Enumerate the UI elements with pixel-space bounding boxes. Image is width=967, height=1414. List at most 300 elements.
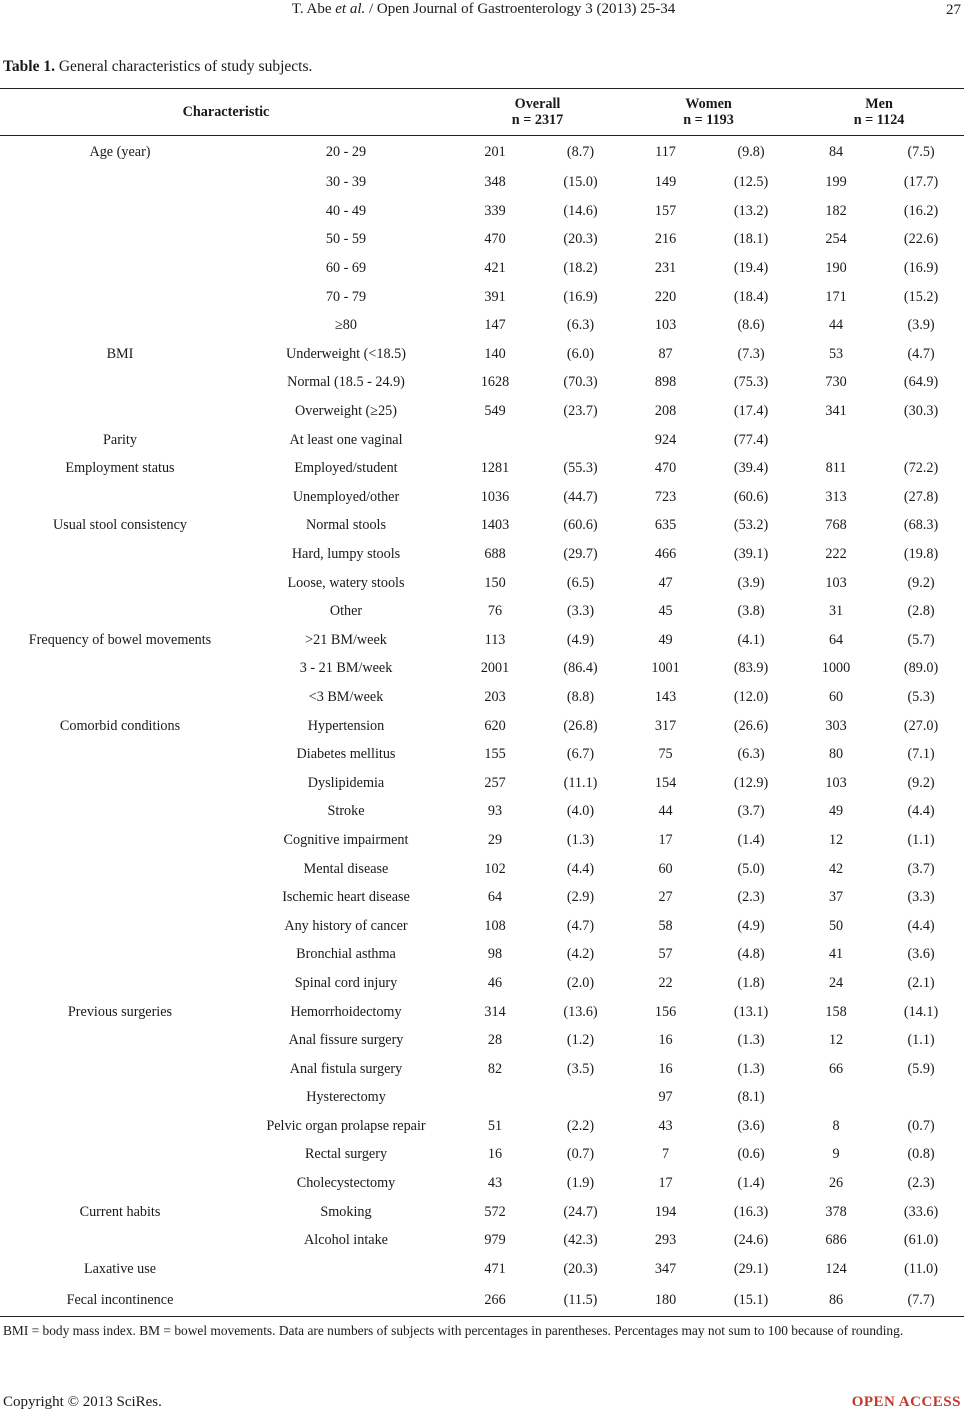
men-pct: (16.2) bbox=[903, 202, 939, 219]
women-n: 49 bbox=[658, 631, 673, 648]
overall-n: 979 bbox=[484, 1232, 506, 1249]
table-row bbox=[0, 254, 964, 283]
row-subcategory: Hysterectomy bbox=[306, 1089, 386, 1106]
row-subcategory: Alcohol intake bbox=[304, 1232, 388, 1249]
row-category bbox=[0, 397, 240, 426]
overall-n: 471 bbox=[484, 1260, 506, 1277]
table-caption-text: General characteristics of study subjects. bbox=[54, 58, 313, 75]
overall-pct: (11.1) bbox=[563, 774, 598, 791]
table-row bbox=[0, 597, 964, 626]
row-subcategory: Mental disease bbox=[303, 860, 389, 877]
overall-n: 29 bbox=[487, 831, 503, 848]
men-pct: (7.7) bbox=[878, 1283, 964, 1317]
men-n: 12 bbox=[828, 1032, 844, 1049]
row-subcategory: Hypertension bbox=[307, 717, 385, 734]
women-pct: (3.6) bbox=[737, 1117, 765, 1134]
men-pct: (15.2) bbox=[903, 288, 939, 305]
row-subcategory: Unemployed/other bbox=[292, 488, 400, 505]
women-n: 149 bbox=[654, 174, 677, 191]
men-n: 158 bbox=[825, 1003, 847, 1020]
table-row bbox=[0, 197, 964, 226]
women-pct: (19.4) bbox=[733, 260, 769, 277]
women-pct: (29.1) bbox=[733, 1260, 769, 1277]
overall-n: 28 bbox=[487, 1032, 503, 1049]
men-n: 103 bbox=[825, 774, 847, 791]
overall-n: 572 bbox=[484, 1203, 506, 1220]
row-subcategory: Bronchial asthma bbox=[296, 946, 396, 963]
men-pct: (9.2) bbox=[907, 574, 935, 591]
overall-pct: (8.7) bbox=[566, 144, 595, 160]
men-pct: (3.3) bbox=[907, 889, 935, 906]
women-n: 293 bbox=[654, 1232, 677, 1249]
row-subcategory: >21 BM/week bbox=[305, 631, 387, 648]
overall-pct: (20.3) bbox=[563, 1260, 598, 1277]
table-row bbox=[0, 483, 964, 512]
copyright: Copyright © 2013 SciRes. bbox=[3, 1394, 162, 1410]
row-category bbox=[0, 969, 240, 998]
women-n: 17 bbox=[658, 1175, 673, 1192]
overall-pct: (86.4) bbox=[563, 660, 598, 677]
overall-pct: (8.8) bbox=[566, 688, 595, 705]
overall-n: 257 bbox=[484, 774, 506, 791]
overall-n: 93 bbox=[487, 803, 503, 820]
row-category bbox=[0, 1112, 240, 1141]
row-subcategory: <3 BM/week bbox=[308, 688, 384, 705]
table-row bbox=[0, 1255, 964, 1284]
row-category bbox=[0, 1169, 240, 1198]
men-n: 50 bbox=[828, 917, 844, 934]
women-pct: (24.6) bbox=[733, 1232, 769, 1249]
table-row bbox=[0, 1054, 964, 1083]
overall-pct: (1.2) bbox=[566, 1032, 595, 1049]
table-row bbox=[0, 1197, 964, 1226]
row-category bbox=[0, 683, 240, 712]
table-row bbox=[0, 540, 964, 569]
row-category: Fecal incontinence bbox=[0, 1283, 240, 1317]
women-pct: (53.2) bbox=[733, 517, 769, 534]
overall-pct bbox=[538, 1083, 623, 1112]
men-n: 64 bbox=[828, 631, 844, 648]
row-category bbox=[0, 568, 240, 597]
row-category bbox=[0, 740, 240, 769]
women-pct: (8.6) bbox=[737, 317, 765, 334]
table-row bbox=[0, 711, 964, 740]
women-n: 97 bbox=[658, 1089, 673, 1106]
row-subcategory: Hemorrhoidectomy bbox=[290, 1003, 402, 1020]
women-n: 635 bbox=[654, 517, 677, 534]
row-subcategory: 40 - 49 bbox=[325, 202, 367, 219]
row-category bbox=[0, 911, 240, 940]
men-n: 66 bbox=[828, 1060, 844, 1077]
table-row bbox=[0, 136, 964, 169]
women-pct: (17.4) bbox=[733, 403, 769, 420]
men-n bbox=[794, 425, 878, 454]
page-header bbox=[0, 0, 967, 26]
row-subcategory: Rectal surgery bbox=[304, 1146, 388, 1163]
row-category: Age (year) bbox=[89, 144, 151, 160]
men-pct: (19.8) bbox=[903, 546, 939, 563]
overall-n: 203 bbox=[484, 688, 506, 705]
men-n: 12 bbox=[828, 831, 844, 848]
men-n: 811 bbox=[825, 460, 847, 477]
overall-n: 1628 bbox=[480, 374, 510, 391]
men-pct bbox=[878, 1083, 964, 1112]
row-category bbox=[0, 883, 240, 912]
overall-n: 16 bbox=[487, 1146, 503, 1163]
women-pct: (39.4) bbox=[733, 460, 769, 477]
table-row bbox=[0, 1283, 964, 1317]
overall-n: 150 bbox=[484, 574, 506, 591]
women-n: 194 bbox=[654, 1203, 677, 1220]
women-pct: (12.5) bbox=[733, 174, 769, 191]
row-category bbox=[0, 311, 240, 340]
women-n: 58 bbox=[658, 917, 673, 934]
table-row bbox=[0, 1140, 964, 1169]
men-pct: (61.0) bbox=[903, 1232, 939, 1249]
women-n: 470 bbox=[654, 460, 677, 477]
table-row bbox=[0, 797, 964, 826]
overall-n: 1281 bbox=[480, 460, 510, 477]
women-n: 347 bbox=[654, 1260, 677, 1277]
men-pct: (27.8) bbox=[903, 488, 939, 505]
row-subcategory: Dyslipidemia bbox=[307, 774, 385, 791]
row-subcategory: Employed/student bbox=[294, 460, 398, 477]
row-category bbox=[0, 197, 240, 226]
row-category: Employment status bbox=[65, 460, 175, 477]
overall-n: 98 bbox=[487, 946, 503, 963]
women-pct: (0.6) bbox=[737, 1146, 765, 1163]
overall-n: 1403 bbox=[480, 517, 510, 534]
women-n: 75 bbox=[658, 746, 673, 763]
header-men bbox=[794, 89, 964, 136]
overall-n: 470 bbox=[484, 231, 506, 248]
men-n: 199 bbox=[825, 174, 847, 191]
overall-pct: (15.0) bbox=[563, 174, 598, 191]
women-n: 44 bbox=[658, 803, 673, 820]
men-pct: (30.3) bbox=[903, 403, 939, 420]
overall-n: 113 bbox=[484, 631, 506, 648]
men-n: 42 bbox=[828, 860, 844, 877]
page-number: 27 bbox=[946, 2, 961, 18]
women-pct: (4.1) bbox=[737, 631, 765, 648]
overall-pct: (26.8) bbox=[563, 717, 598, 734]
table-row bbox=[0, 454, 964, 483]
women-pct: (13.2) bbox=[733, 202, 769, 219]
row-subcategory: Other bbox=[329, 603, 363, 620]
men-n: 254 bbox=[825, 231, 847, 248]
row-category: Usual stool consistency bbox=[53, 517, 187, 534]
men-n: 8 bbox=[832, 1117, 840, 1134]
men-n: 24 bbox=[828, 974, 844, 991]
row-subcategory: 70 - 79 bbox=[325, 288, 367, 305]
table-row bbox=[0, 626, 964, 655]
table-row bbox=[0, 768, 964, 797]
women-n: 208 bbox=[654, 403, 677, 420]
table-row bbox=[0, 168, 964, 197]
overall-n: 2001 bbox=[480, 660, 510, 677]
women-pct: (3.7) bbox=[737, 803, 765, 820]
row-subcategory: Normal (18.5 - 24.9) bbox=[287, 374, 405, 391]
overall-n: 76 bbox=[487, 603, 503, 620]
header-overall bbox=[452, 89, 623, 136]
men-n: 84 bbox=[828, 144, 844, 160]
row-subcategory: Anal fistula surgery bbox=[289, 1060, 403, 1077]
men-n: 1000 bbox=[821, 660, 851, 677]
women-pct: (3.9) bbox=[737, 574, 765, 591]
overall-pct: (44.7) bbox=[563, 488, 598, 505]
header-men-n: n = 1124 bbox=[853, 112, 905, 128]
men-pct: (7.5) bbox=[907, 144, 935, 160]
women-n: 16 bbox=[658, 1060, 673, 1077]
table-row bbox=[0, 740, 964, 769]
men-n: 686 bbox=[825, 1232, 847, 1249]
men-pct: (22.6) bbox=[903, 231, 939, 248]
row-category bbox=[0, 854, 240, 883]
women-pct: (4.8) bbox=[737, 946, 765, 963]
row-subcategory: Cholecystectomy bbox=[296, 1175, 396, 1192]
row-category: Previous surgeries bbox=[67, 1003, 173, 1020]
row-category bbox=[0, 654, 240, 683]
men-n: 730 bbox=[825, 374, 847, 391]
overall-n: 46 bbox=[487, 974, 503, 991]
table-caption-label: Table 1. bbox=[3, 58, 55, 75]
men-n: 31 bbox=[828, 603, 844, 620]
overall-n: 155 bbox=[484, 746, 506, 763]
table-row bbox=[0, 425, 964, 454]
table-row bbox=[0, 1083, 964, 1112]
header-characteristic: Characteristic bbox=[0, 89, 452, 136]
overall-n: 421 bbox=[484, 260, 506, 277]
women-n: 723 bbox=[654, 488, 677, 505]
women-pct: (75.3) bbox=[733, 374, 769, 391]
row-subcategory: Overweight (≥25) bbox=[295, 403, 397, 420]
women-pct: (77.4) bbox=[733, 431, 769, 448]
table-row bbox=[0, 1112, 964, 1141]
row-category: Frequency of bowel movements bbox=[28, 631, 212, 648]
row-category: BMI bbox=[106, 345, 134, 362]
overall-n: 201 bbox=[484, 144, 506, 160]
men-n: 86 bbox=[794, 1283, 878, 1317]
women-pct: (6.3) bbox=[737, 746, 765, 763]
running-head bbox=[0, 1, 967, 18]
women-pct: (60.6) bbox=[733, 488, 769, 505]
table-row bbox=[0, 883, 964, 912]
women-n: 47 bbox=[658, 574, 673, 591]
women-pct: (9.8) bbox=[737, 144, 765, 160]
men-pct: (4.4) bbox=[907, 917, 935, 934]
row-subcategory: Stroke bbox=[327, 803, 365, 820]
overall-pct: (18.2) bbox=[563, 260, 598, 277]
row-category bbox=[0, 254, 240, 283]
women-pct: (1.4) bbox=[737, 831, 765, 848]
table-row bbox=[0, 397, 964, 426]
men-pct: (9.2) bbox=[907, 774, 935, 791]
table-row bbox=[0, 311, 964, 340]
men-pct: (89.0) bbox=[903, 660, 939, 677]
women-pct: (1.3) bbox=[737, 1032, 765, 1049]
men-pct: (5.7) bbox=[907, 631, 935, 648]
row-subcategory: Cognitive impairment bbox=[283, 831, 409, 848]
men-n: 53 bbox=[828, 345, 844, 362]
row-category: Current habits bbox=[79, 1203, 161, 1220]
row-category bbox=[0, 1140, 240, 1169]
men-pct: (5.3) bbox=[907, 688, 935, 705]
row-subcategory bbox=[240, 1255, 452, 1284]
row-subcategory: Ischemic heart disease bbox=[282, 889, 410, 906]
women-n: 180 bbox=[623, 1283, 708, 1317]
women-pct: (1.3) bbox=[737, 1060, 765, 1077]
overall-pct: (4.4) bbox=[566, 860, 595, 877]
overall-pct: (0.7) bbox=[566, 1146, 595, 1163]
table-row bbox=[0, 1169, 964, 1198]
men-pct: (7.1) bbox=[907, 746, 935, 763]
men-pct: (11.0) bbox=[904, 1260, 938, 1277]
women-n: 43 bbox=[658, 1117, 673, 1134]
row-category bbox=[0, 797, 240, 826]
women-n: 466 bbox=[654, 546, 677, 563]
row-category bbox=[0, 483, 240, 512]
women-pct: (15.1) bbox=[708, 1283, 794, 1317]
women-n: 7 bbox=[661, 1146, 670, 1163]
overall-pct: (6.7) bbox=[566, 746, 595, 763]
women-n: 231 bbox=[654, 260, 677, 277]
women-pct: (18.4) bbox=[733, 288, 769, 305]
overall-pct: (11.5) bbox=[538, 1283, 623, 1317]
header-overall-label: Overall bbox=[514, 96, 561, 112]
row-subcategory: Pelvic organ prolapse repair bbox=[266, 1117, 426, 1134]
overall-n bbox=[452, 1083, 538, 1112]
table-row bbox=[0, 683, 964, 712]
men-n: 378 bbox=[825, 1203, 847, 1220]
overall-n: 43 bbox=[487, 1175, 503, 1192]
women-n: 317 bbox=[654, 717, 677, 734]
header-women bbox=[623, 89, 794, 136]
women-pct: (12.9) bbox=[733, 774, 769, 791]
men-n: 44 bbox=[828, 317, 844, 334]
overall-n: 391 bbox=[484, 288, 506, 305]
men-n: 9 bbox=[832, 1146, 840, 1163]
row-category bbox=[0, 768, 240, 797]
row-subcategory: Anal fissure surgery bbox=[288, 1032, 404, 1049]
men-n: 26 bbox=[828, 1175, 844, 1192]
overall-n: 1036 bbox=[480, 488, 510, 505]
men-n: 341 bbox=[825, 403, 847, 420]
overall-pct: (2.9) bbox=[566, 889, 595, 906]
women-n: 220 bbox=[654, 288, 677, 305]
row-category: Laxative use bbox=[83, 1260, 157, 1277]
men-n: 80 bbox=[828, 746, 844, 763]
table-row bbox=[0, 969, 964, 998]
row-category bbox=[0, 225, 240, 254]
women-pct: (1.4) bbox=[737, 1175, 765, 1192]
men-n bbox=[794, 1083, 878, 1112]
table-row bbox=[0, 568, 964, 597]
women-n: 156 bbox=[654, 1003, 677, 1020]
overall-n: 620 bbox=[484, 717, 506, 734]
women-pct: (1.8) bbox=[737, 974, 765, 991]
women-pct: (13.1) bbox=[733, 1003, 769, 1020]
row-subcategory: At least one vaginal bbox=[289, 431, 403, 448]
table-row bbox=[0, 854, 964, 883]
overall-n bbox=[452, 425, 538, 454]
characteristics-table bbox=[0, 88, 964, 1317]
row-subcategory: Underweight (<18.5) bbox=[286, 345, 406, 362]
overall-pct: (4.0) bbox=[566, 803, 595, 820]
table-row bbox=[0, 511, 964, 540]
men-pct: (64.9) bbox=[903, 374, 939, 391]
row-subcategory: ≥80 bbox=[335, 317, 357, 334]
women-pct: (8.1) bbox=[737, 1089, 765, 1106]
overall-pct bbox=[538, 425, 623, 454]
men-n: 37 bbox=[828, 889, 844, 906]
row-category bbox=[0, 540, 240, 569]
row-category bbox=[0, 168, 240, 197]
overall-pct: (6.3) bbox=[566, 317, 595, 334]
overall-pct: (4.2) bbox=[566, 946, 595, 963]
overall-pct: (23.7) bbox=[563, 403, 598, 420]
men-pct: (4.4) bbox=[907, 803, 935, 820]
women-pct: (2.3) bbox=[737, 889, 765, 906]
overall-pct: (6.0) bbox=[566, 345, 595, 362]
men-n: 303 bbox=[825, 717, 847, 734]
open-access-label: OPEN ACCESS bbox=[851, 1394, 961, 1410]
men-pct: (4.7) bbox=[907, 345, 935, 362]
men-pct: (3.6) bbox=[907, 946, 935, 963]
overall-pct: (70.3) bbox=[563, 374, 598, 391]
overall-n: 688 bbox=[484, 546, 506, 563]
row-subcategory: Smoking bbox=[320, 1203, 372, 1220]
table-caption bbox=[3, 58, 312, 76]
women-n: 924 bbox=[654, 431, 677, 448]
row-category bbox=[0, 1226, 240, 1255]
row-subcategory: Hard, lumpy stools bbox=[291, 546, 401, 563]
men-n: 313 bbox=[825, 488, 847, 505]
men-pct: (16.9) bbox=[903, 260, 939, 277]
overall-pct: (1.9) bbox=[566, 1175, 595, 1192]
overall-pct: (3.5) bbox=[566, 1060, 595, 1077]
table-row bbox=[0, 654, 964, 683]
overall-n: 102 bbox=[484, 860, 506, 877]
men-n: 222 bbox=[825, 546, 847, 563]
men-pct: (0.8) bbox=[907, 1146, 935, 1163]
row-subcategory: 50 - 59 bbox=[325, 231, 367, 248]
row-category: Parity bbox=[103, 431, 137, 448]
row-subcategory: Diabetes mellitus bbox=[296, 746, 396, 763]
men-pct: (72.2) bbox=[903, 460, 939, 477]
women-pct: (39.1) bbox=[733, 546, 769, 563]
men-pct: (3.7) bbox=[907, 860, 935, 877]
overall-pct: (4.9) bbox=[566, 631, 595, 648]
overall-n: 314 bbox=[484, 1003, 506, 1020]
overall-pct: (6.5) bbox=[566, 574, 595, 591]
row-category bbox=[0, 1026, 240, 1055]
men-pct: (3.9) bbox=[907, 317, 935, 334]
women-n: 60 bbox=[658, 860, 673, 877]
overall-pct: (42.3) bbox=[563, 1232, 598, 1249]
overall-pct: (4.7) bbox=[566, 917, 595, 934]
overall-pct: (60.6) bbox=[563, 517, 598, 534]
table-row bbox=[0, 340, 964, 369]
header-women-label: Women bbox=[685, 96, 732, 112]
men-pct: (5.9) bbox=[907, 1060, 935, 1077]
overall-n: 266 bbox=[452, 1283, 538, 1317]
running-head-etal: et al. bbox=[335, 1, 366, 17]
women-n: 45 bbox=[658, 603, 673, 620]
overall-pct: (2.2) bbox=[566, 1117, 595, 1134]
table-row bbox=[0, 1026, 964, 1055]
row-category bbox=[0, 1054, 240, 1083]
women-pct: (16.3) bbox=[733, 1203, 769, 1220]
